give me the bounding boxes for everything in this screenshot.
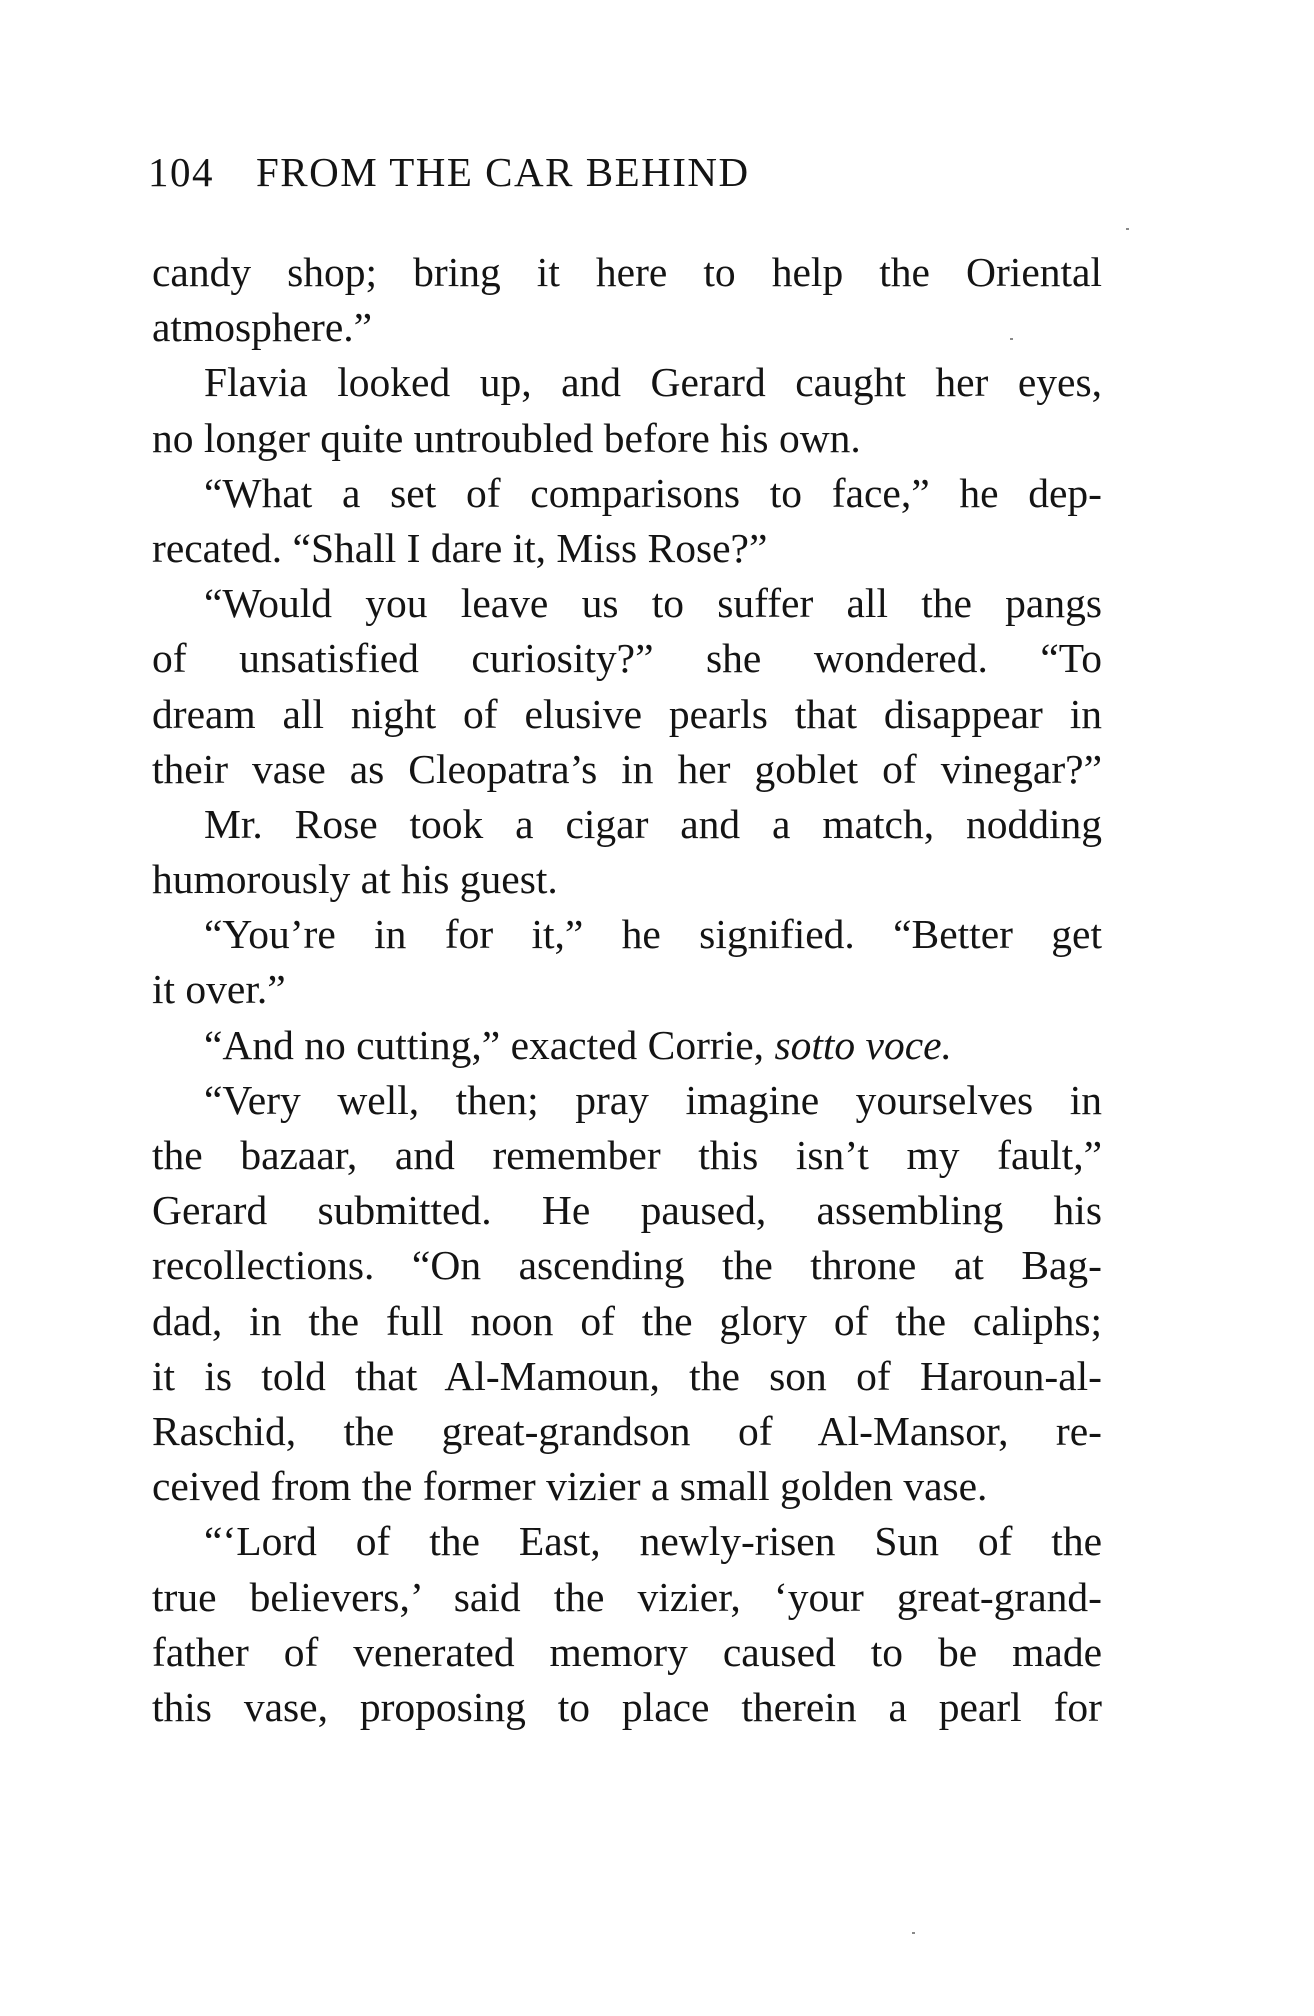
text-line: no longer quite untroubled before his own. (152, 414, 861, 461)
text-line: the bazaar, and remember this isn’t my fault,” (152, 1132, 1102, 1178)
text-line: true believers,’ said the vizier, ‘your great-grand- (152, 1573, 1102, 1620)
text-line: their vase as Cleopatra’s in her goblet of vinegar?” (152, 745, 1102, 792)
text-line: Gerard submitted. He paused, assembling his (152, 1187, 1102, 1234)
text-line: “Would you leave us to suffer all the pangs (204, 580, 1102, 627)
text-line-roman: “And no cutting,” exacted Corrie, (204, 1021, 765, 1068)
text-line: it is told that Al-Mamoun, the son of Haroun-al- (152, 1352, 1102, 1399)
paper-speck (912, 1932, 915, 1934)
text-line: father of venerated memory caused to be made (152, 1628, 1102, 1675)
text-line: of unsatisfied curiosity?” she wondered. “To (152, 635, 1102, 682)
text-line: “‘Lord of the East, newly-risen Sun of the (204, 1518, 1102, 1565)
text-line-with-italic (152, 1018, 1102, 1073)
text-line: recollections. “On ascending the throne at Bag- (152, 1242, 1102, 1289)
paper-speck (1010, 338, 1013, 340)
text-line: Mr. Rose took a cigar and a match, nodding (204, 800, 1102, 847)
text-line: “You’re in for it,” he signified. “Better get (204, 911, 1102, 958)
text-line: dream all night of elusive pearls that disappear in (152, 690, 1102, 737)
text-line: “What a set of comparisons to face,” he dep- (204, 469, 1102, 516)
text-line: recated. “Shall I dare it, Miss Rose?” (152, 524, 768, 571)
text-line: it over.” (152, 966, 286, 1013)
page-number: 104 (148, 149, 214, 195)
running-title: FROM THE CAR BEHIND (256, 149, 750, 195)
italic-phrase: sotto voce. (774, 1021, 952, 1068)
running-head (148, 148, 1108, 208)
text-line: atmosphere.” (152, 304, 373, 351)
paper-speck (1126, 228, 1129, 230)
text-line: candy shop; bring it here to help the Oriental (152, 249, 1102, 295)
text-line: this vase, proposing to place therein a pearl for (152, 1683, 1102, 1730)
text-line: ceived from the former vizier a small golden vase. (152, 1463, 988, 1510)
body-text (152, 245, 1102, 1735)
text-line: Flavia looked up, and Gerard caught her eyes, (204, 359, 1102, 406)
text-line: humorously at his guest. (152, 856, 558, 903)
text-line: dad, in the full noon of the glory of the caliphs; (152, 1297, 1102, 1344)
text-line: Raschid, the great-grandson of Al-Mansor, re- (152, 1407, 1102, 1454)
text-line: “Very well, then; pray imagine yourselves in (204, 1076, 1102, 1123)
